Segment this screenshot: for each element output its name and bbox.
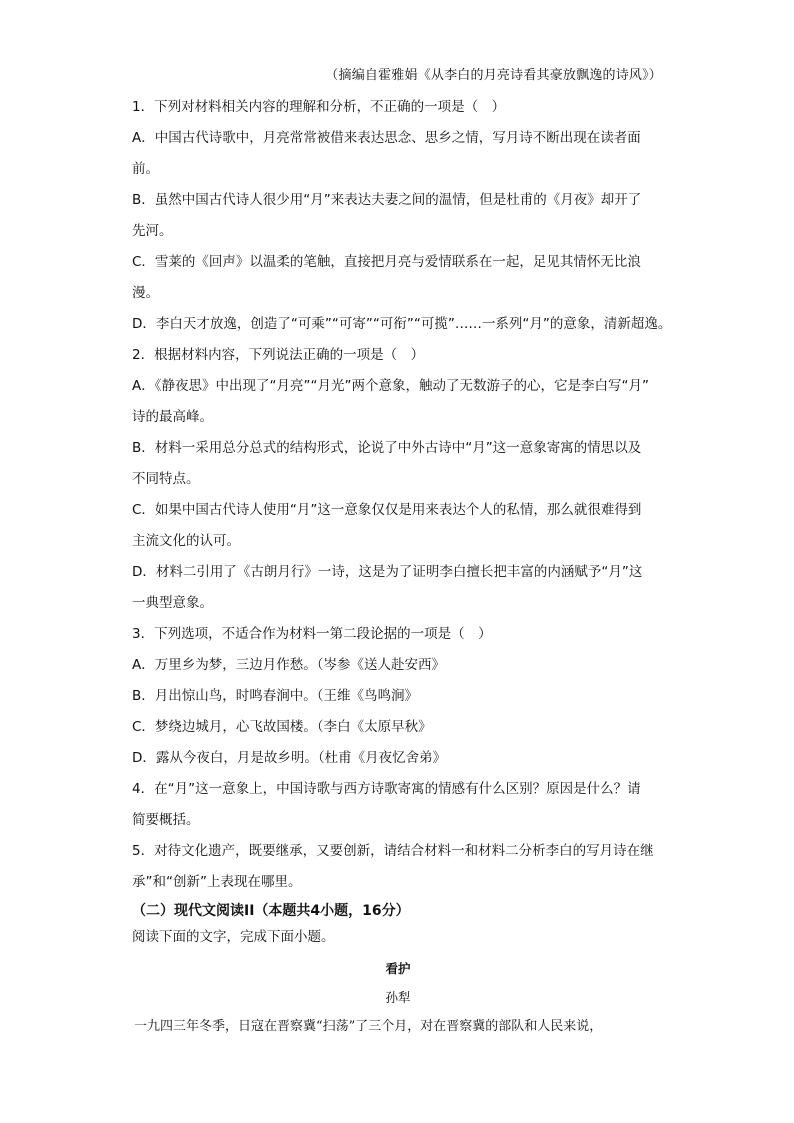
question-1-option-c-cont: 漫。 bbox=[132, 285, 159, 301]
question-2-option-c-cont: 主流文化的认可。 bbox=[132, 533, 240, 549]
question-5-stem: 5．对待文化遗产，既要继承，又要创新，请结合材料一和材料二分析李白的写月诗在继 bbox=[132, 843, 654, 859]
question-3-option-d: D．露从今夜白，月是故乡明。（杜甫《月夜忆舍弟》 bbox=[132, 750, 447, 766]
question-1-stem: 1．下列对材料相关内容的理解和分析，不正确的一项是（ ） bbox=[132, 99, 506, 115]
section-heading: （二）现代文阅读II（本题共4小题，16分） bbox=[132, 903, 410, 919]
question-2-option-b: B．材料一采用总分总式的结构形式，论说了中外古诗中“月”这一意象寄寓的情思以及 bbox=[132, 440, 642, 456]
article-author: 孙犁 bbox=[385, 990, 411, 1005]
question-1-option-a-cont: 前。 bbox=[132, 161, 159, 177]
question-2-option-c: C．如果中国古代诗人使用“月”这一意象仅仅是用来表达个人的私情，那么就很难得到 bbox=[132, 502, 642, 518]
question-3-option-a: A．万里乡为梦，三边月作愁。（岑参《送人赴安西》 bbox=[132, 657, 445, 673]
question-3-option-c: C．梦绕边城月，心飞故国楼。（李白《太原早秋》 bbox=[132, 719, 432, 735]
question-1-option-c: C．雪莱的《回声》以温柔的笔触，直接把月亮与爱情联系在一起，足见其情怀无比浪 bbox=[132, 254, 641, 270]
question-4-stem-cont: 简要概括。 bbox=[132, 812, 200, 828]
question-4-stem: 4．在“月”这一意象上，中国诗歌与西方诗歌寄寓的情感有什么区别？原因是什么？请 bbox=[132, 781, 641, 797]
source-note: （摘编自霍雅娟《从李白的月亮诗看其豪放飘逸的诗风》） bbox=[325, 68, 662, 83]
article-title: 看护 bbox=[385, 961, 411, 976]
question-2-option-a: A．《静夜思》中出现了“月亮”“月光”两个意象，触动了无数游子的心，它是李白写“月” bbox=[132, 378, 649, 394]
question-2-option-b-cont: 不同特点。 bbox=[132, 471, 200, 487]
question-3-option-b: B．月出惊山鸟，时鸣春涧中。（王维《鸟鸣涧》 bbox=[132, 688, 419, 704]
question-1-option-b-cont: 先河。 bbox=[132, 223, 173, 239]
question-2-option-d-cont: 一典型意象。 bbox=[132, 595, 213, 611]
question-5-stem-cont: 承”和“创新”上表现在哪里。 bbox=[132, 874, 302, 890]
question-1-option-d: D．李白天才放逸，创造了“可乘”“可寄”“可衔”“可揽”……一系列“月”的意象，清新超逸。 bbox=[132, 316, 672, 332]
question-2-stem: 2．根据材料内容，下列说法正确的一项是（ ） bbox=[132, 347, 425, 363]
question-1-option-a: A．中国古代诗歌中，月亮常常被借来表达思念、思乡之情，写月诗不断出现在读者面 bbox=[132, 130, 641, 146]
article-first-line: 一九四三年冬季，日寇在晋察冀“扫荡”了三个月，对在晋察冀的部队和人民来说， bbox=[134, 1019, 603, 1034]
question-3-stem: 3．下列选项，不适合作为材料一第二段论据的一项是（ ） bbox=[132, 626, 492, 642]
question-2-option-d: D．材料二引用了《古朗月行》一诗，这是为了证明李白擅长把丰富的内涵赋予“月”这 bbox=[132, 564, 643, 580]
content-area bbox=[132, 92, 672, 1042]
reading-instruction: 阅读下面的文字，完成下面小题。 bbox=[132, 929, 335, 945]
question-2-option-a-cont: 诗的最高峰。 bbox=[132, 409, 213, 425]
question-1-option-b: B．虽然中国古代诗人很少用“月”来表达夫妻之间的温情，但是杜甫的《月夜》却开了 bbox=[132, 192, 642, 208]
